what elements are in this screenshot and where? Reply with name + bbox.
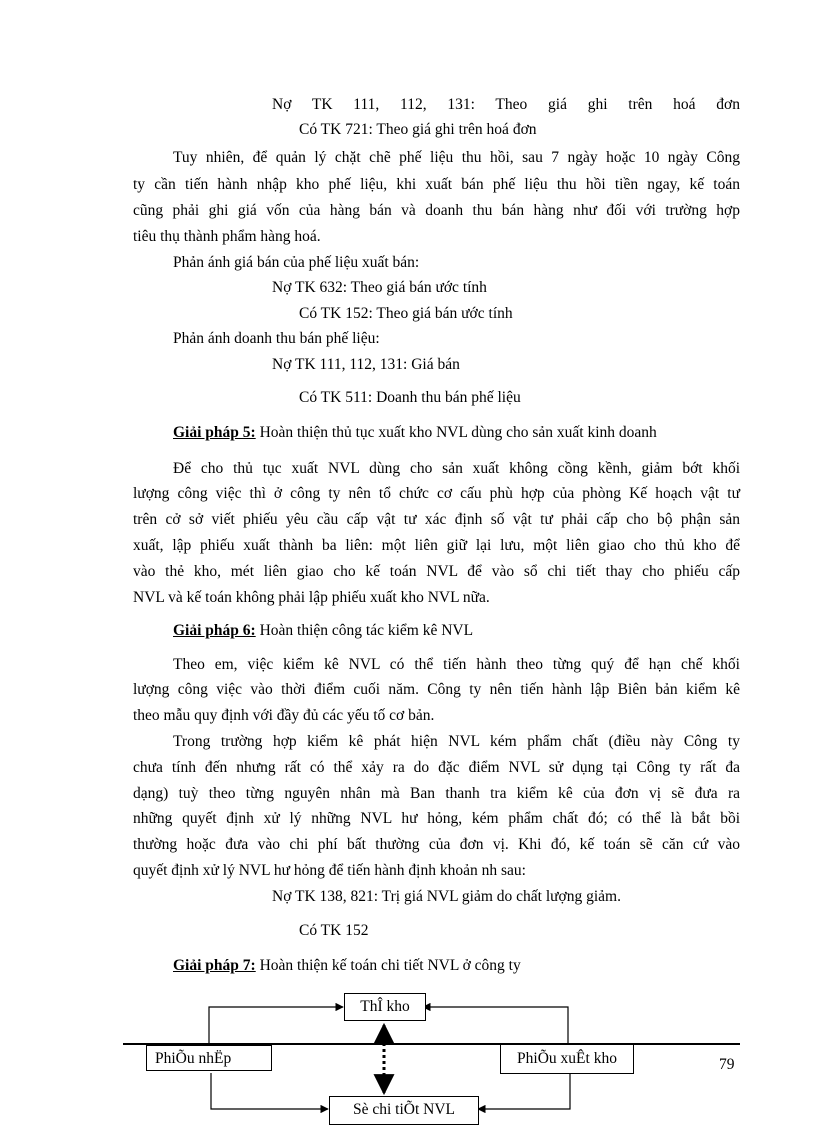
entry-credit-3: Có TK 511: Doanh thu bán phế liệu: [299, 389, 521, 406]
paragraph-6-line-1: Trong trường hợp kiểm kê phát hiện NVL kém phẩm chất (điều này Công ty: [173, 733, 740, 750]
entry-debit-1: Nợ TK 111, 112, 131: Theo giá ghi trên hoá đơn: [272, 96, 740, 113]
paragraph-5-line-1: Theo em, việc kiểm kê NVL có thể tiến hành theo từng quý để hạn chế khối: [173, 656, 740, 673]
box-phieu-nhap: PhiÕu nhËp: [146, 1045, 272, 1071]
paragraph-5-line-2: lượng công việc vào thời điểm cuối năm. Công ty nên tiến hành lập Biên bản kiểm kê: [133, 681, 740, 698]
connector-left-to-top: [209, 1007, 343, 1045]
section-5-title: Hoàn thiện thủ tục xuất kho NVL dùng cho sản xuất kinh doanh: [255, 424, 657, 441]
paragraph-1-line-2: ty cần tiến hành nhập kho phế liệu, khi xuất bán phế liệu thu hồi tiền ngay, kế toán: [133, 176, 740, 193]
section-6-label: Giải pháp 6:: [173, 622, 256, 639]
section-6-heading: [173, 621, 473, 641]
section-7-label: Giải pháp 7:: [173, 957, 256, 974]
entry-credit-4: Có TK 152: [299, 922, 369, 939]
entry-credit-2: Có TK 152: Theo giá bán ước tính: [299, 305, 513, 322]
connector-right-to-top: [423, 1007, 568, 1045]
paragraph-5-line-3: theo mẫu quy định với đầy đủ các yếu tố cơ bản.: [133, 707, 435, 724]
paragraph-6-line-2: chưa tính đến nhưng rất có thể xảy ra do đặc điểm NVL sử dụng tại Công ty rất đa: [133, 759, 740, 776]
paragraph-1-line-4: tiêu thụ thành phẩm hàng hoá.: [133, 228, 321, 245]
entry-credit-1: Có TK 721: Theo giá ghi trên hoá đơn: [299, 121, 537, 138]
paragraph-4-line-4: xuất, lập phiếu xuất thành ba liên: một liên giữ lại lưu, một liên giao cho thủ kho để: [133, 537, 740, 554]
box-phieu-xuat-kho: PhiÕu xuÊt kho: [500, 1044, 634, 1074]
paragraph-3: Phản ánh doanh thu bán phế liệu:: [173, 330, 380, 347]
paragraph-2: Phản ánh giá bán của phế liệu xuất bán:: [173, 254, 420, 271]
section-5-label: Giải pháp 5:: [173, 424, 256, 441]
paragraph-6-line-4: những quyết định xử lý những NVL hư hỏng, kém phẩm chất đó; có thể là bắt bồi: [133, 810, 740, 827]
connector-left-to-bottom: [211, 1073, 328, 1109]
section-6-title: Hoàn thiện công tác kiểm kê NVL: [255, 622, 474, 639]
paragraph-6-line-3: dạng) tuỳ theo từng nguyên nhân mà Ban thanh tra kiểm kê của đơn vị sẽ đưa ra: [133, 785, 740, 802]
section-7-title: Hoàn thiện kế toán chi tiết NVL ở công ty: [255, 957, 521, 974]
box-the-kho: ThÎ kho: [344, 993, 426, 1021]
section-5-heading: [173, 423, 657, 443]
entry-debit-2: Nợ TK 632: Theo giá bán ước tính: [272, 279, 487, 296]
paragraph-4-line-3: trên cở sở viết phiếu yêu cầu cấp vật tư xác định số vật tư phải cấp cho bộ phận sản: [133, 511, 740, 528]
paragraph-4-line-1: Để cho thủ tục xuất NVL dùng cho sản xuất không cồng kềnh, giảm bớt khối: [173, 460, 740, 477]
paragraph-6-line-6: quyết định xử lý NVL hư hỏng để tiến hành định khoản nh sau:: [133, 862, 526, 879]
connector-right-to-bottom: [478, 1073, 570, 1109]
paragraph-6-line-5: thường hoặc đưa vào chi phí bất thường của đơn vị. Khi đó, kế toán sẽ căn cứ vào: [133, 836, 740, 853]
paragraph-4-line-2: lượng công việc thì ở công ty nên tổ chức cơ cấu phù hợp của phòng Kế hoạch vật tư: [133, 485, 740, 502]
paragraph-4-line-5: vào thẻ kho, mét liên giao cho kế toán NVL để vào sổ chi tiết thay cho phiếu cấp: [133, 563, 740, 580]
section-7-heading: [173, 956, 521, 976]
paragraph-1-line-1: Tuy nhiên, để quản lý chặt chẽ phế liệu thu hồi, sau 7 ngày hoặc 10 ngày Công: [173, 149, 740, 166]
paragraph-1-line-3: cũng phải ghi giá vốn của hàng bán và doanh thu bán hàng như đối với trường hợp: [133, 202, 740, 219]
entry-debit-3: Nợ TK 111, 112, 131: Giá bán: [272, 356, 460, 373]
page-number: 79: [719, 1056, 735, 1073]
box-so-chi-tiet-nvl: Sè chi tiÕt NVL: [329, 1096, 479, 1125]
paragraph-4-line-6: NVL và kế toán không phải lập phiếu xuất kho NVL nữa.: [133, 589, 490, 606]
entry-debit-4: Nợ TK 138, 821: Trị giá NVL giảm do chất lượng giảm.: [272, 888, 621, 905]
